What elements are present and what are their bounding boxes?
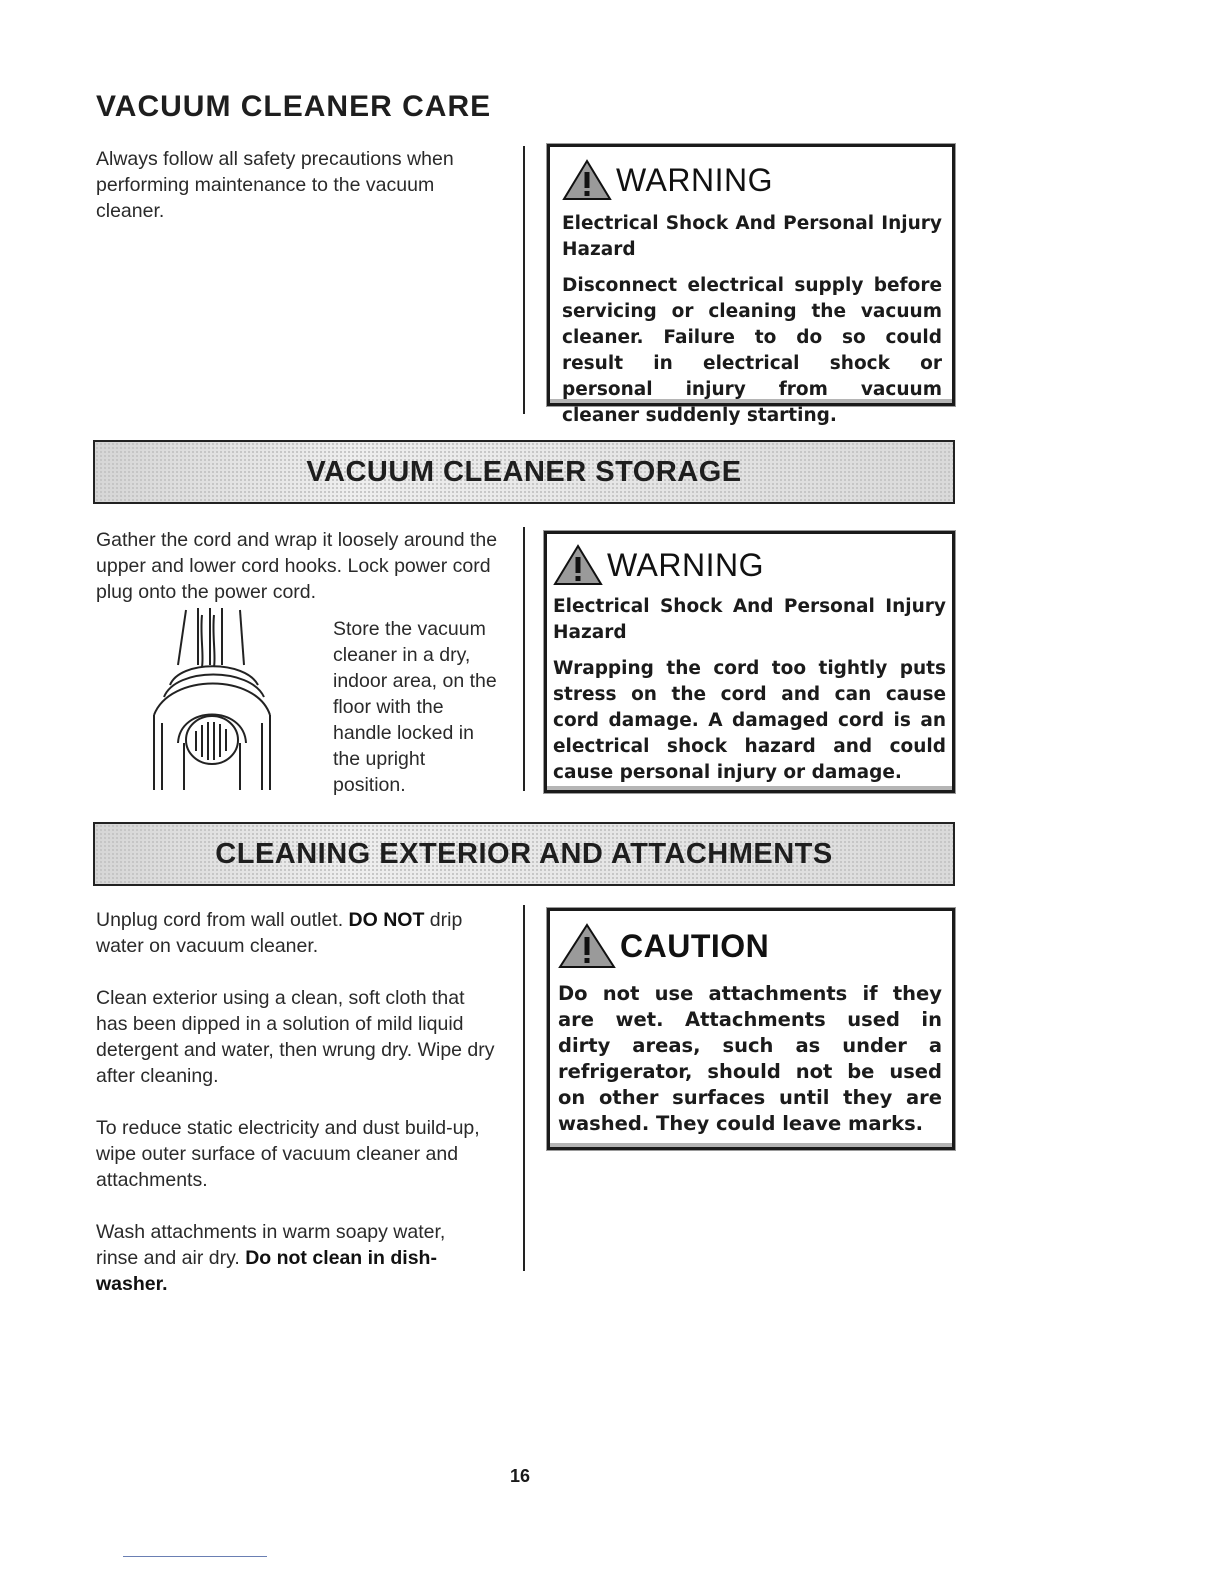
caution-heading: CAUTION [558, 923, 942, 969]
cleaning-attachments-text: Wash attachments in warm soapy water, rinse and air dry. Do not clean in dish-washer. [96, 1221, 446, 1295]
warning-subheading: Electrical Shock And Personal Injury Hazard [562, 213, 942, 260]
caution-text: Do not use attachments if they are wet. Attachments used in dirty areas, such as under a refrigerator, should not be used on other surfaces until they are washed. They could leave marks. [558, 982, 942, 1135]
warning-subheading: Electrical Shock And Personal Injury Hazard [553, 596, 946, 643]
section-header-cleaning: CLEANING EXTERIOR AND ATTACHMENTS [93, 822, 955, 886]
warning-text: Wrapping the cord too tightly puts stress on the cord and can cause cord damage. A damaged cord is an electrical shock hazard and could cause personal injury or damage. [553, 658, 946, 783]
vacuum-handle-illustration [140, 605, 280, 795]
column-divider [523, 905, 525, 1271]
warning-text: Disconnect electrical supply before servicing or cleaning the vacuum cleaner. Failure to do so could result in electrical shock or personal injury from vacuum cleaner suddenly starting. [562, 275, 942, 426]
cleaning-unplug-text: Unplug cord from wall outlet. DO NOT drip water on vacuum cleaner. [96, 909, 463, 957]
care-warning-box [547, 144, 955, 426]
warning-triangle-icon [562, 159, 612, 201]
cleaning-exterior-text: Clean exterior using a clean, soft cloth that has been dipped in a solution of mild liquid detergent and water, then wrung dry. Wipe dry after cleaning. [96, 987, 495, 1087]
caution-box [547, 908, 955, 1150]
column-divider [523, 146, 525, 414]
warning-triangle-icon [553, 544, 603, 586]
care-intro: Always follow all safety precautions when performing maintenance to the vacuum cleaner. [96, 148, 454, 222]
cleaning-static-text: To reduce static electricity and dust build-up, wipe outer surface of vacuum cleaner and attachments. [96, 1117, 480, 1191]
caution-triangle-icon [558, 923, 616, 969]
section-header-storage: VACUUM CLEANER STORAGE [93, 440, 955, 504]
warning-heading: WARNING [553, 544, 946, 586]
page-title: VACUUM CLEANER CARE [96, 90, 492, 123]
page-number: 16 [509, 1466, 531, 1486]
column-divider [523, 527, 525, 791]
storage-location-text: Store the vacuum cleaner in a dry, indoor area, on the floor with the handle locked in the upright position. [333, 618, 497, 796]
warning-heading: WARNING [562, 159, 942, 201]
storage-cord-text: Gather the cord and wrap it loosely around the upper and lower cord hooks. Lock power cord plug onto the power cord. [96, 529, 498, 603]
footer-rule [123, 1556, 267, 1557]
storage-warning-box [544, 531, 955, 793]
